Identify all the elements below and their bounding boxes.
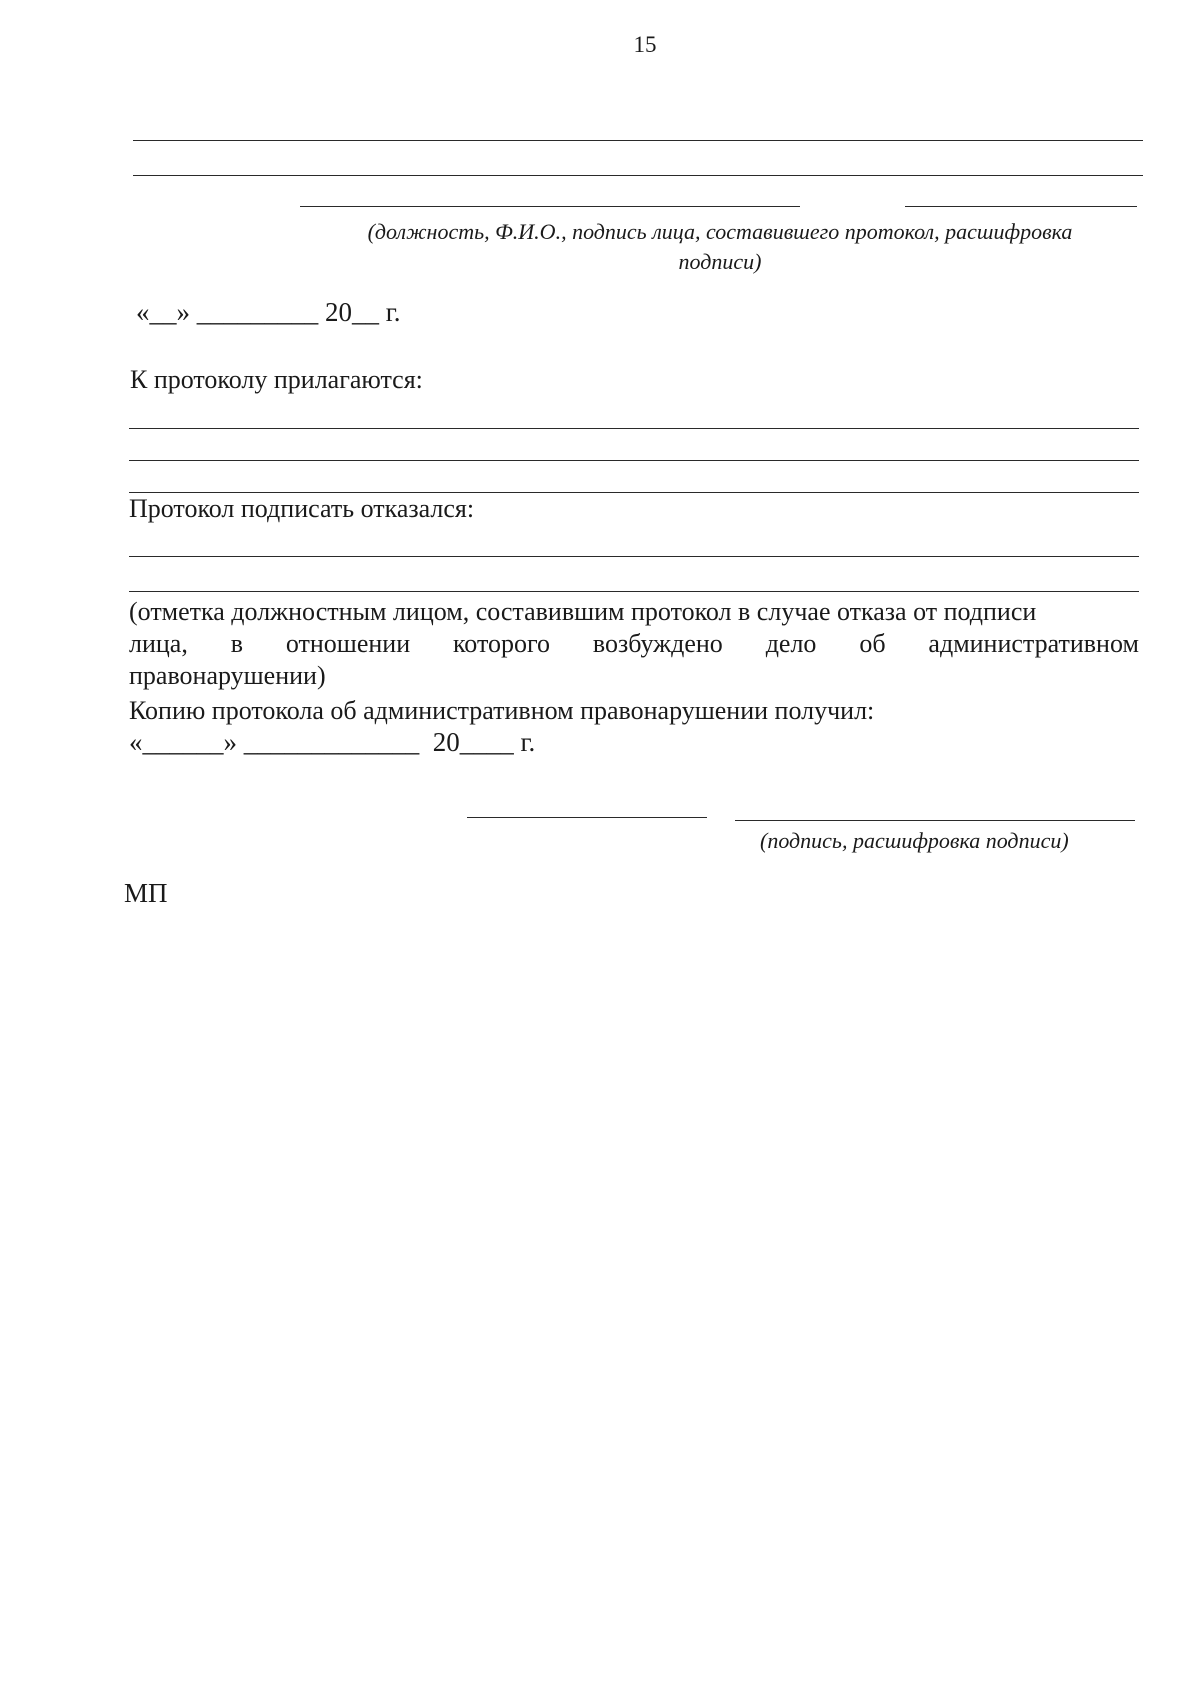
refusal-note-line3: правонарушении) xyxy=(129,661,326,690)
note-word: административном xyxy=(928,629,1139,658)
blank-line xyxy=(133,140,1143,141)
blank-line xyxy=(129,492,1139,493)
refusal-note-line2 xyxy=(129,628,1139,660)
signature-line xyxy=(735,820,1135,821)
copy-received-heading: Копию протокола об административном правонарушении получил: xyxy=(129,696,875,725)
blank-line xyxy=(129,591,1139,592)
copy-received-date: «______» _____________ 20____ г. xyxy=(129,727,536,757)
note-word: в xyxy=(230,629,243,658)
signature-line xyxy=(300,206,800,207)
officer-caption-line2: подписи) xyxy=(678,249,762,274)
page-number: 15 xyxy=(633,32,657,57)
signature-line xyxy=(905,206,1137,207)
attachments-heading: К протоколу прилагаются: xyxy=(130,365,423,394)
note-word: которого xyxy=(453,629,551,658)
refusal-note xyxy=(129,596,1139,692)
refusal-note-line1: (отметка должностным лицом, составившим протокол в случае отказа от подписи xyxy=(129,597,1037,626)
note-word: дело xyxy=(765,629,817,658)
blank-line xyxy=(129,428,1139,429)
stamp-label: МП xyxy=(124,878,168,908)
blank-line xyxy=(129,556,1139,557)
signature-caption: (подпись, расшифровка подписи) xyxy=(760,828,1069,853)
officer-date: «__» _________ 20__ г. xyxy=(136,297,401,327)
officer-caption xyxy=(300,217,1140,277)
officer-caption-line1: (должность, Ф.И.О., подпись лица, составившего протокол, расшифровка xyxy=(367,219,1073,244)
note-word: лица, xyxy=(129,629,188,658)
refusal-heading: Протокол подписать отказался: xyxy=(129,494,475,523)
blank-line xyxy=(133,175,1143,176)
note-word: возбуждено xyxy=(592,629,723,658)
note-word: отношении xyxy=(285,629,411,658)
blank-line xyxy=(129,460,1139,461)
signature-line xyxy=(467,817,707,818)
note-word: об xyxy=(859,629,886,658)
